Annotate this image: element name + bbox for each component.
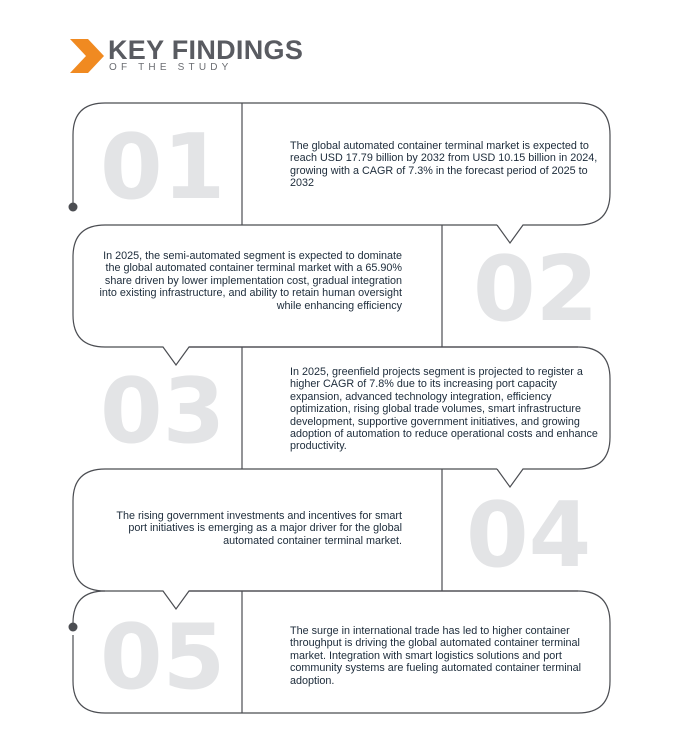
finding-text-01: The global automated container terminal market is expected to reach USD 17.79 billion by 2032 from USD 10.15 billion in 2024, growing with a CAGR of 7.3% in the forecast period of 2025 to 2032 (290, 140, 598, 190)
finding-number-03: 03 (100, 359, 226, 464)
finding-text-02: In 2025, the semi-automated segment is expected to dominate the global automated container terminal market with a 65.90% share driven by lower implementation cost, gradual integration into existing infrastructure, and ability to retain human oversight while enhancing efficiency (99, 250, 402, 312)
finding-text-04: The rising government investments and incentives for smart port initiatives is emerging as a major driver for the global automated container terminal market. (116, 510, 402, 547)
finding-text-05: The surge in international trade has led to higher container throughput is driving the global automated container terminal market. Integration with smart logistics solutions and port community systems are fueling automated container terminal adoption. (290, 625, 582, 687)
finding-number-02: 02 (473, 237, 599, 342)
finding-number-05: 05 (100, 605, 226, 710)
page-title: KEY FINDINGS (108, 35, 304, 65)
finding-number-04: 04 (466, 483, 592, 588)
timeline-dot-end (69, 623, 78, 632)
finding-text-03: In 2025, greenfield projects segment is projected to register a higher CAGR of 7.8% due to its increasing port capacity expansion, advanced technology integration, efficiency optimization, rising global trade volumes, smart infrastructure development, supportive government initiatives, and growing adoption of automation to reduce operational costs and enhance productivity. (290, 366, 598, 453)
finding-number-01: 01 (100, 115, 226, 220)
timeline-dot-start (69, 203, 78, 212)
page-subtitle: OF THE STUDY (109, 62, 233, 73)
